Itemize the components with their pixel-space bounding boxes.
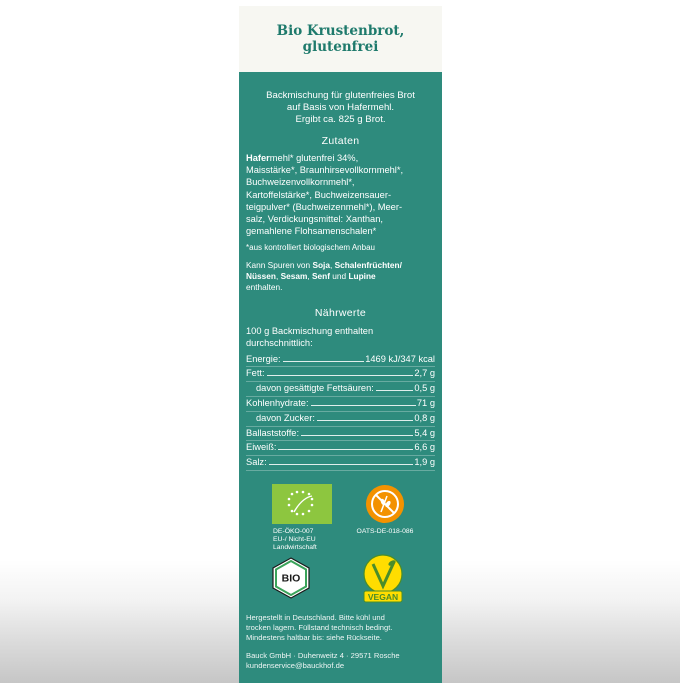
- gluten-free-logo: [349, 484, 421, 536]
- separator: ,: [307, 271, 312, 282]
- eu-organic-logo: [271, 484, 333, 552]
- leader-line: [278, 448, 413, 450]
- nutrition-row: [246, 397, 435, 412]
- ingredient-highlight: Hafer: [246, 153, 270, 163]
- ingredients-list: [246, 152, 435, 237]
- eu-leaf-icon: [272, 484, 332, 524]
- nutrition-intro-line: durchschnittlich:: [246, 337, 313, 348]
- organic-note: *aus kontrolliert biologischem Anbau: [246, 243, 375, 253]
- bio-seal-text: BIO: [281, 572, 301, 585]
- bio-seal-logo: [271, 557, 315, 599]
- nutrition-intro: [246, 325, 435, 349]
- vegan-logo: [361, 554, 407, 604]
- nutrient-value: 1469 kJ/347 kcal: [365, 353, 435, 364]
- nutrient-value: 1,9 g: [414, 457, 435, 468]
- storage-note: trocken lagern. Füllstand technisch bedingt.: [246, 623, 393, 633]
- nutrient-name: Salz:: [246, 457, 267, 468]
- ingredients-heading: Zutaten: [321, 135, 360, 147]
- leader-line: [267, 374, 414, 376]
- allergen-sesame: Sesam: [280, 271, 308, 282]
- leader-line: [311, 404, 416, 406]
- nutrition-row: [246, 353, 435, 368]
- ingredient-line: Buchweizenvollkornmehl*,: [246, 177, 355, 188]
- label-footer: [246, 613, 435, 671]
- nutrient-name: davon gesättigte Fettsäuren:: [256, 383, 374, 394]
- separator: ,: [329, 259, 335, 270]
- nutrient-value: 6,6 g: [414, 442, 435, 453]
- manufacturer-email: kundenservice@bauckhof.de: [246, 660, 345, 670]
- allergen-lupine: Lupine: [348, 271, 376, 282]
- eu-organic-code: DE-ÖKO-007: [273, 528, 314, 535]
- nutrition-row: [246, 427, 435, 442]
- leader-line: [376, 389, 413, 391]
- nutrient-value: 5,4 g: [414, 427, 435, 438]
- product-intro: [246, 90, 435, 126]
- nutrient-name: Fett:: [246, 368, 265, 379]
- ingredient-line: Maisstärke*, Braunhirsevollkornmehl*,: [246, 165, 404, 176]
- nutrition-row: [246, 456, 435, 471]
- ingredient-line: teigpulver* (Buchweizenmehl*), Meer-: [246, 201, 403, 212]
- nutrient-name: davon Zucker:: [256, 412, 315, 423]
- leader-line: [269, 463, 414, 465]
- oats-certificate-code: OATS-DE-018-086: [356, 528, 414, 535]
- label-header: [239, 6, 442, 72]
- intro-line: Backmischung für glutenfreies Brot: [266, 90, 415, 101]
- crossed-grain-icon: [365, 484, 405, 524]
- intro-line: auf Basis von Hafermehl.: [286, 102, 395, 113]
- product-title-line2: glutenfrei: [302, 39, 379, 55]
- nutrient-value: 0,8 g: [414, 412, 435, 423]
- nutrition-table: [246, 353, 435, 471]
- nutrition-row: [246, 367, 435, 382]
- nutrition-heading: Nährwerte: [314, 306, 367, 319]
- traces-prefix: Kann Spuren von: [246, 259, 313, 270]
- allergen-traces: [246, 260, 435, 294]
- storage-note: Mindestens haltbar bis: siehe Rückseite.: [246, 633, 382, 643]
- nutrient-name: Kohlenhydrate:: [246, 397, 309, 408]
- nutrient-value: 71 g: [416, 397, 435, 408]
- nutrient-value: 2,7 g: [414, 368, 435, 379]
- nutrient-name: Energie:: [246, 353, 281, 364]
- nutrient-value: 0,5 g: [414, 383, 435, 394]
- manufacturer-address: Bauck GmbH · Duhenweitz 4 · 29571 Rosche: [246, 650, 400, 660]
- ingredient-line: [246, 152, 435, 164]
- label-content: [246, 90, 435, 471]
- ingredient-text: mehl* glutenfrei 34%,: [269, 153, 359, 163]
- intro-line: Ergibt ca. 825 g Brot.: [295, 114, 386, 125]
- storage-note: Hergestellt in Deutschland. Bitte kühl und: [246, 613, 385, 622]
- product-title-line1: Bio Krustenbrot,: [276, 23, 405, 39]
- nutrient-name: Eiweiß:: [246, 442, 277, 453]
- vegan-label-text: VEGAN: [367, 592, 399, 602]
- vegan-v-icon: [361, 554, 405, 604]
- ingredient-line: gemahlene Flohsamenschalen*: [246, 226, 377, 237]
- allergen-soja: Soja: [312, 259, 330, 270]
- allergen-mustard: Senf: [312, 271, 330, 282]
- leader-line: [283, 360, 365, 362]
- ingredient-line: Kartoffelstärke*, Buchweizensauer-: [246, 189, 392, 200]
- allergen-nuts: Schalenfrüchten/ Nüssen: [246, 259, 402, 282]
- product-label: [239, 6, 442, 683]
- eu-organic-origin: EU-/ Nicht-EU: [273, 536, 316, 543]
- separator: ,: [275, 271, 281, 282]
- nutrition-row: [246, 412, 435, 427]
- eu-organic-origin: Landwirtschaft: [273, 544, 317, 551]
- ingredient-line: salz, Verdickungsmittel: Xanthan,: [246, 214, 383, 225]
- product-title: [239, 23, 442, 55]
- nutrition-row: [246, 382, 435, 397]
- nutrition-intro-line: 100 g Backmischung enthalten: [246, 325, 374, 336]
- certification-logos: [239, 484, 442, 604]
- separator: und: [329, 271, 349, 282]
- leader-line: [317, 419, 413, 421]
- leader-line: [301, 434, 413, 436]
- traces-suffix: enthalten.: [246, 282, 283, 293]
- nutrition-row: [246, 441, 435, 456]
- nutrient-name: Ballaststoffe:: [246, 427, 300, 438]
- bio-hexagon-icon: [271, 557, 311, 599]
